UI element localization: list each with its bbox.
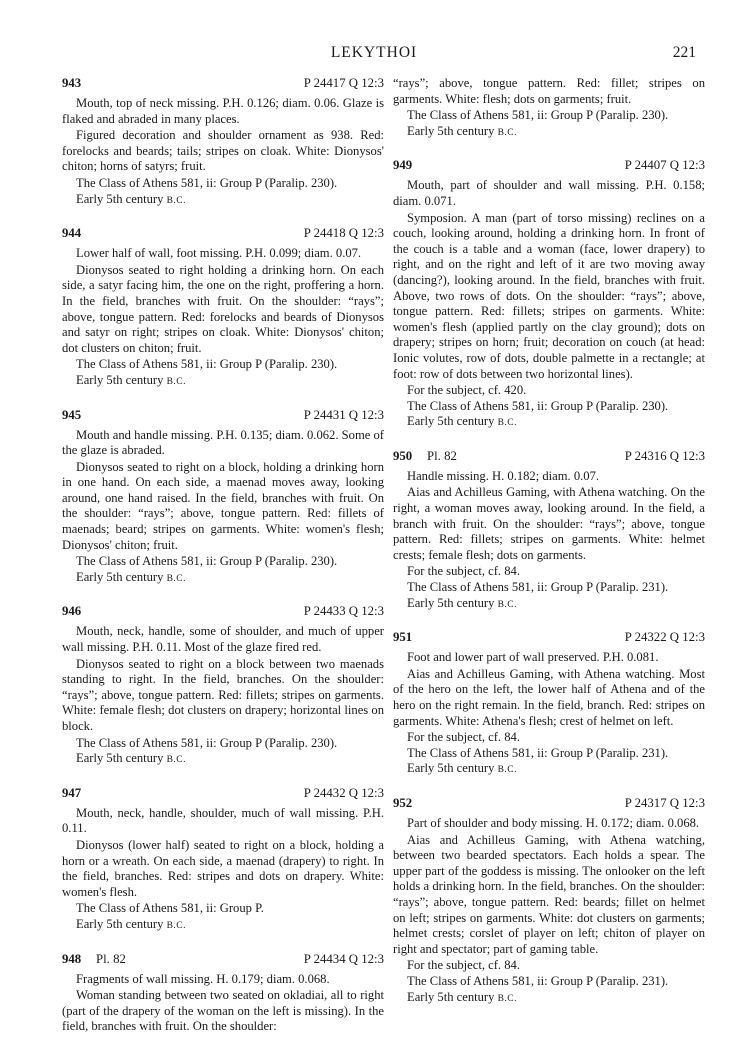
entry-number: 945 (62, 407, 82, 422)
inventory-number: P 24417 Q 12:3 (303, 76, 384, 90)
date-text: Early 5th century B.C. (407, 595, 518, 610)
description-text: Woman standing between two seated on okladiai, all to right (part of the drapery of the woman on the left is missing). In the field, branches with fruit. On the shoulder: (62, 988, 384, 1034)
entry-header (393, 630, 705, 647)
date-text: Early 5th century B.C. (407, 989, 518, 1004)
entry-number: 944 (62, 226, 82, 241)
entry-header (393, 158, 705, 175)
date-text: Early 5th century B.C. (76, 191, 187, 206)
description-text: Symposion. A man (part of torso missing) reclines on a couch, looking around, holding a drinking horn. In front of the couch is a table and a woman (face, lower drapery) to right, and on the right and left of it are two moving away (dancing?), looking around. In the field, branches with fruit. Above, two rows of dots. On the shoulder: “rays”; above, tongue pattern. Red: fillets; stripes on garments. White: women's flesh (applied partly on the clay ground); dots on drapery; stripes on horn; fruit; decoration on couch (at head: Ionic volutes, row of dots, double palmette in a rectangle; at foot: row of dots between two horizontal lines). (393, 210, 705, 381)
date-text: Early 5th century B.C. (407, 123, 518, 138)
catalog-entry-952 (393, 796, 705, 1007)
entry-number: 943 (62, 76, 82, 90)
subject-reference: For the subject, cf. 84. (407, 730, 520, 745)
inventory-number: P 24433 Q 12:3 (303, 604, 384, 619)
date-text: Early 5th century B.C. (76, 916, 187, 931)
inventory-number: P 24432 Q 12:3 (303, 785, 384, 800)
page-header (0, 44, 748, 66)
description-text: Dionysos seated to right holding a drinking horn. On each side, a satyr facing him, the one on the right, proffering a horn. In the field, branches with fruit. On the shoulder: “rays”; above, tongue pattern. Red: forelocks and beards of Dionysos and satyr on right; stripes on cloak. White: Dionysos' chiton; dot clusters on chiton; fruit. (62, 262, 384, 355)
catalog-entry-950 (393, 449, 705, 613)
subject-reference: For the subject, cf. 84. (407, 564, 520, 579)
entry-number: 947 (62, 785, 82, 800)
plate-reference: Pl. 82 (96, 951, 126, 966)
inventory-number: P 24418 Q 12:3 (303, 226, 384, 241)
condition-text: Mouth, part of shoulder and wall missing. P.H. 0.158; diam. 0.071. (393, 178, 705, 208)
condition-text: Lower half of wall, foot missing. P.H. 0.099; diam. 0.07. (76, 246, 362, 261)
left-column (62, 76, 384, 1052)
description-text: Aias and Achilleus Gaming, with Athena watching, between two bearded spectators. Each holds a spear. The upper part of the goddess is missing. The onlooker on the left holds a drinking horn. In the field, branches. On the shoulder: “rays”; above, tongue pattern. Red: beards; fillet on helmet on left; stripes on garments. White: dot clusters on garments; helmet crests; corslet of player on left; chiton of player on right and spectator; part of gaming table. (393, 832, 705, 956)
page-number: 221 (672, 44, 696, 61)
entry-header (62, 226, 384, 243)
catalog-entry-944 (62, 226, 384, 390)
description-text: Aias and Achilleus Gaming, with Athena watching. On the right, a woman moves away, looking around. In the field, a branch with fruit. On the shoulder: “rays”; above, tongue pattern. Red: fillets; stripes on garments. White: helmet crests; female flesh; dots on garments. (393, 485, 705, 562)
entry-header (393, 796, 705, 813)
inventory-number: P 24407 Q 12:3 (624, 158, 705, 173)
catalog-entry-943 (62, 76, 384, 209)
description-text: Dionysos (lower half) seated to right on a block, holding a horn or a wreath. On each side, a maenad (drapery) to right. In the field, branches. Red: stripes and dots on drapery. White: women's flesh. (62, 837, 384, 899)
entry-number: 946 (62, 604, 82, 619)
right-column (393, 76, 705, 1024)
catalog-entry-949 (393, 158, 705, 432)
entry-number: 948 (62, 951, 82, 966)
attribution-text: The Class of Athens 581, ii: Group P (Paralip. 230). (76, 735, 338, 750)
date-text: Early 5th century B.C. (407, 414, 518, 429)
condition-text: Foot and lower part of wall preserved. P.H. 0.081. (407, 650, 659, 665)
condition-text: Mouth, neck, handle, shoulder, much of wall missing. P.H. 0.11. (62, 805, 384, 836)
entry-number: 952 (393, 795, 413, 810)
attribution-text: The Class of Athens 581, ii: Group P (Paralip. 230). (407, 108, 669, 123)
attribution-text: The Class of Athens 581, ii: Group P. (76, 901, 264, 916)
date-text: Early 5th century B.C. (76, 372, 187, 387)
entry-header (62, 76, 384, 93)
entry-number: 950 (393, 448, 413, 463)
entry-header (62, 786, 384, 803)
entry-header (62, 408, 384, 425)
catalog-entry-945 (62, 408, 384, 588)
attribution-text: The Class of Athens 581, ii: Group P (Paralip. 231). (407, 973, 669, 988)
condition-text: Mouth, neck, handle, some of shoulder, and much of upper wall missing. P.H. 0.11. Most of the glaze fired red. (62, 624, 384, 655)
attribution-text: The Class of Athens 581, ii: Group P (Paralip. 231). (407, 580, 669, 595)
catalog-entry-946 (62, 604, 384, 768)
subject-reference: For the subject, cf. 420. (407, 383, 527, 398)
description-text: Aias and Achilleus Gaming, with Athena watching. Most of the hero on the left, the lower half of Athena and of the hero on the right remain. In the field, branch. Red: stripes on garments. White: Athena's flesh; crest of helmet on left. (393, 666, 705, 728)
catalog-entry-951 (393, 630, 705, 779)
catalog-entry-948-continued (393, 76, 705, 141)
inventory-number: P 24322 Q 12:3 (624, 630, 705, 645)
date-text: Early 5th century B.C. (407, 761, 518, 776)
date-text: Early 5th century B.C. (76, 751, 187, 766)
condition-text: Mouth and handle missing. P.H. 0.135; diam. 0.062. Some of the glaze is abraded. (62, 427, 384, 458)
inventory-number: P 24434 Q 12:3 (303, 951, 384, 966)
entry-header (393, 449, 705, 466)
attribution-text: The Class of Athens 581, ii: Group P (Paralip. 230). (407, 398, 669, 413)
entry-number: 951 (393, 630, 413, 645)
condition-text: Mouth, top of neck missing. P.H. 0.126; diam. 0.06. Glaze is flaked and abraded in many places. (62, 96, 384, 126)
attribution-text: The Class of Athens 581, ii: Group P (Paralip. 230). (76, 554, 338, 569)
date-text: Early 5th century B.C. (76, 569, 187, 584)
description-text: Figured decoration and shoulder ornament as 938. Red: forelocks and beards; tails; stripes on cloak. White: Dionysos' chiton; horns of satyrs; fruit. (62, 128, 384, 174)
running-title: LEKYTHOI (330, 44, 418, 61)
attribution-text: The Class of Athens 581, ii: Group P (Paralip. 230). (76, 175, 338, 190)
condition-text: Part of shoulder and body missing. H. 0.172; diam. 0.068. (407, 815, 700, 830)
catalog-entry-948 (62, 952, 384, 1035)
inventory-number: P 24316 Q 12:3 (624, 448, 705, 463)
plate-reference: Pl. 82 (427, 448, 457, 463)
entry-header (62, 952, 384, 969)
description-text: Dionysos seated to right on a block between two maenads standing to right. In the field, branches. On the shoulder: “rays”; above, tongue pattern. Red: fillets; stripes on garments. White: female flesh; dot clusters on drapery; horizontal lines on block. (62, 656, 384, 733)
description-text: Dionysos seated to right on a block, holding a drinking horn in one hand. On each side, a maenad moves away, looking around, one hand raised. In the field, branches with fruit. On the shoulder: “rays”; above, tongue pattern. Red: fillets of maenads; beard; stripes on garments. White: women's flesh; Dionysos' chiton; fruit. (62, 459, 384, 552)
attribution-text: The Class of Athens 581, ii: Group P (Paralip. 231). (407, 745, 669, 760)
description-continuation: “rays”; above, tongue pattern. Red: fillet; stripes on garments. White: flesh; dots on garments; fruit. (393, 76, 705, 106)
entry-header (62, 604, 384, 621)
inventory-number: P 24317 Q 12:3 (624, 795, 705, 810)
inventory-number: P 24431 Q 12:3 (303, 407, 384, 422)
condition-text: Fragments of wall missing. H. 0.179; diam. 0.068. (76, 971, 330, 986)
condition-text: Handle missing. H. 0.182; diam. 0.07. (407, 468, 600, 483)
attribution-text: The Class of Athens 581, ii: Group P (Paralip. 230). (76, 357, 338, 372)
entry-number: 949 (393, 158, 413, 173)
catalog-entry-947 (62, 786, 384, 935)
subject-reference: For the subject, cf. 84. (407, 958, 520, 973)
